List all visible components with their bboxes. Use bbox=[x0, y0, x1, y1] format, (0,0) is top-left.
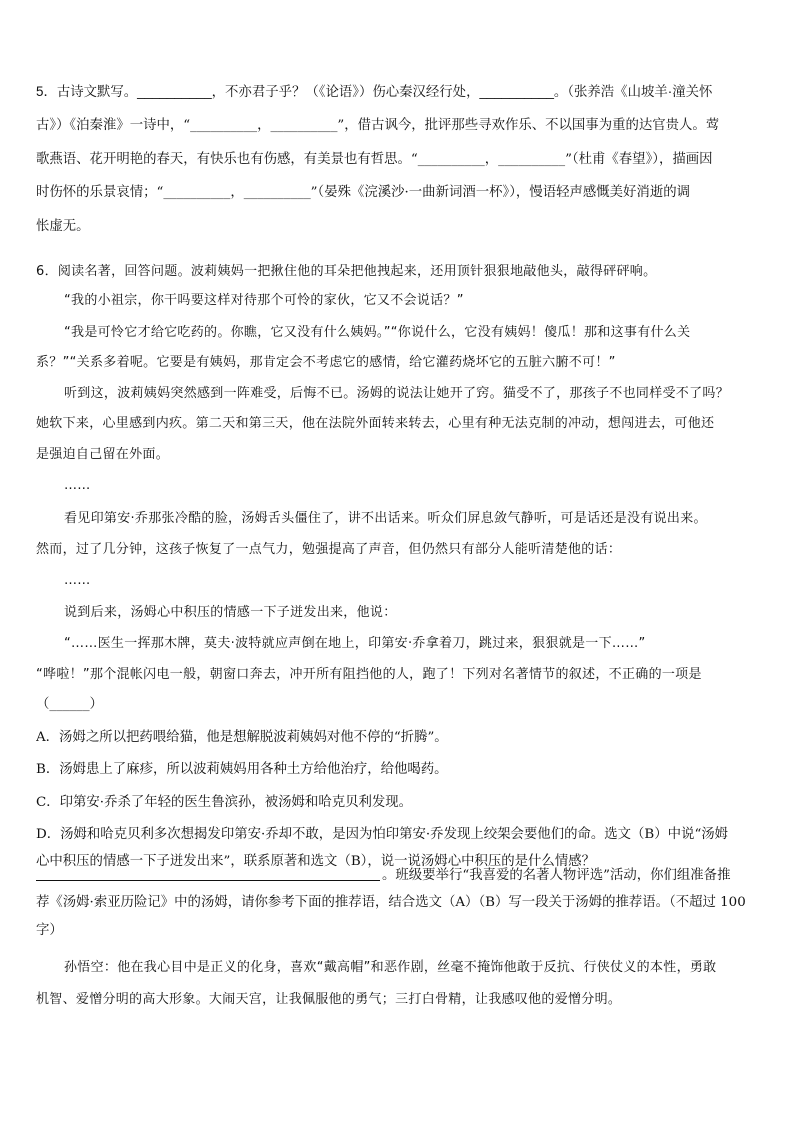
q6-passage-line: 看见印第安·乔那张冷酷的脸，汤姆舌头僵住了，讲不出话来。听众们屏息敛气静听，可是话还是没有说出来。 bbox=[64, 511, 707, 526]
q6-passage-line: 说到后来，汤姆心中积压的情感一下子迸发出来，他说： bbox=[64, 605, 397, 620]
q5-line-1: 5．古诗文默写。__________，不亦君子乎？（《论语》）伤心秦汉经行处，__________。（张养浩《山坡羊·潼关怀 bbox=[36, 84, 713, 99]
q6-intro: 6．阅读名著，回答问题。波莉姨妈一把揪住他的耳朵把他拽起来，还用顶针狠狠地敲他头，敲得砰砰响。 bbox=[36, 264, 657, 279]
q6-passage-line: “我的小祖宗，你干吗要这样对待那个可怜的家伙，它又不会说话？” bbox=[64, 293, 464, 308]
q6-passage-line: “……医生一挥那木牌，莫夫·波特就应声倒在地上，印第安·乔拿着刀，跳过来，狠狠就是一下……” bbox=[64, 636, 646, 651]
q6-option-a[interactable]: A．汤姆之所以把药喂给猫，他是想解脱波莉姨妈对他不停的“折腾”。 bbox=[36, 730, 448, 745]
q6-option-d[interactable]: D．汤姆和哈克贝利多次想揭发印第安·乔却不敢，是因为怕印第安·乔发现上绞架会要他们的命。选文（B）中说“汤姆 bbox=[36, 827, 729, 842]
q6-passage-line: 她软下来，心里感到内疚。第二天和第三天，他在法院外面转来转去，心里有种无法克制的冲动，想闯进去，可他还 bbox=[36, 416, 715, 431]
q6-passage-line: 系？”“关系多着呢。它要是有姨妈，那肯定会不考虑它的感情，给它灌药烧坏它的五脏六腑不可！” bbox=[36, 355, 616, 370]
q6-passage-line: “哗啦！”那个混帐闪电一般，朝窗口奔去，冲开所有阻挡他的人，跑了！下列对名著情节的叙述，不正确的一项是 bbox=[36, 667, 702, 682]
q5-line-5: 怅虚无。 bbox=[36, 219, 90, 234]
q5-line-2: 古》）《泊秦淮》一诗中，“__________，__________”，借古讽今，批评那些寻欢作乐、不以国事为重的达官贵人。莺 bbox=[36, 118, 720, 133]
answer-line[interactable] bbox=[36, 880, 380, 881]
q6-activity-text: 。班级要举行“我喜爱的名著人物评选”活动，你们组准备推 bbox=[382, 868, 731, 883]
example-recommendation: 孙悟空：他在我心目中是正义的化身，喜欢“戴高帽”和恶作剧，丝毫不掩饰他敢于反抗、行侠仗义的本性，勇敢 bbox=[64, 960, 717, 975]
q5-line-3: 歌燕语、花开明艳的春天，有快乐也有伤感，有美景也有哲思。“__________，__________”（杜甫《春望》），描画因 bbox=[36, 152, 713, 167]
q6-passage-line: 是强迫自己留在外面。 bbox=[36, 447, 170, 462]
q6-ellipsis: …… bbox=[64, 573, 91, 588]
example-recommendation: 机智、爱憎分明的高大形象。大闹天宫，让我佩服他的勇气；三打白骨精，让我感叹他的爱憎分明。 bbox=[36, 992, 622, 1007]
q5-line-4: 时伤怀的乐景哀情；“__________，__________”（晏殊《浣溪沙·一曲新词酒一杯》），慢语轻声感慨美好消逝的调 bbox=[36, 185, 690, 200]
q6-option-d-cont: 心中积压的情感一下子迸发出来”，联系原著和选文（B），说一说汤姆心中积压的是什么情感？ bbox=[36, 854, 595, 869]
q6-option-c[interactable]: C．印第安·乔杀了年轻的医生鲁滨孙，被汤姆和哈克贝利发现。 bbox=[36, 795, 413, 810]
q6-task-line: 字） bbox=[36, 923, 63, 938]
q6-ellipsis: …… bbox=[64, 478, 91, 493]
q6-answer-blank[interactable]: （______） bbox=[36, 697, 103, 712]
q6-passage-line: “我是可怜它才给它吃药的。你瞧，它又没有什么姨妈。”“你说什么，它没有姨妈！傻瓜！那和这事有什么关 bbox=[64, 325, 691, 340]
q6-passage-line: 听到这，波莉姨妈突然感到一阵难受，后悔不已。汤姆的说法让她开了窍。猫受不了，那孩子不也同样受不了吗？ bbox=[64, 386, 730, 401]
q6-task-line: 荐《汤姆·索亚历险记》中的汤姆，请你参考下面的推荐语，结合选文（A）（B）写一段关于汤姆的推荐语。（不超过 100 bbox=[36, 895, 746, 910]
q6-passage-line: 然而，过了几分钟，这孩子恢复了一点气力，勉强提高了声音，但仍然只有部分人能听清楚他的话： bbox=[36, 542, 622, 557]
q6-option-b[interactable]: B．汤姆患上了麻疹，所以波莉姨妈用各种土方给他治疗，给他喝药。 bbox=[36, 762, 448, 777]
